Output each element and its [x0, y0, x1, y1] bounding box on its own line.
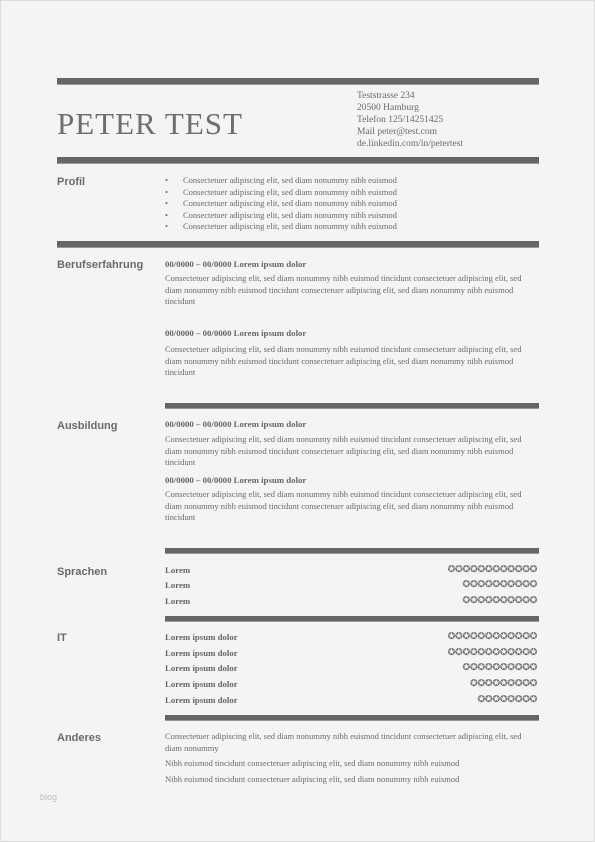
- list-item-text: Consectetuer adipiscing elit, sed diam nonummy nibh euismod: [183, 221, 397, 231]
- rating-stars-icon: ✪✪✪✪✪✪✪✪✪✪✪✪: [447, 632, 537, 642]
- education-entry-heading: 00/0000 – 00/0000 Lorem ipsum dolor: [165, 475, 307, 485]
- rating-stars-icon: ✪✪✪✪✪✪✪✪: [477, 695, 537, 705]
- it-skill-label: Lorem ipsum dolor: [165, 679, 238, 689]
- it-skill-label: Lorem ipsum dolor: [165, 663, 238, 673]
- it-skill-label: Lorem ipsum dolor: [165, 648, 238, 658]
- experience-entry-text: Consectetuer adipiscing elit, sed diam nonummy nibh euismod tincidunt consectetuer adipiscing elit, sed diam nonummy nibh euismod tincidunt consectetuer adipiscing elit, sed diam nonummy nibh euismod tincidunt: [165, 344, 522, 377]
- language-row: [165, 580, 537, 594]
- header-top-rule: [57, 78, 539, 85]
- bullet-icon: •: [165, 209, 168, 220]
- section-title-other: Anderes: [57, 732, 102, 744]
- education-entry-heading: 00/0000 – 00/0000 Lorem ipsum dolor: [165, 419, 307, 429]
- contact-city: 20500 Hamburg: [357, 103, 419, 113]
- list-item: [165, 221, 397, 233]
- contact-block: [357, 90, 463, 150]
- section-rule: [165, 403, 539, 409]
- experience-entry-text: Consectetuer adipiscing elit, sed diam nonummy nibh euismod tincidunt consectetuer adipiscing elit, sed diam nonummy nibh euismod tincidunt consectetuer adipiscing elit, sed diam nonummy nibh euismod tincidunt: [165, 273, 522, 306]
- it-skill-row: [165, 679, 537, 693]
- rating-stars-icon: ✪✪✪✪✪✪✪✪✪✪✪✪: [447, 565, 537, 575]
- list-item: [165, 198, 397, 210]
- bullet-icon: •: [165, 221, 168, 231]
- section-title-education: Ausbildung: [57, 420, 118, 432]
- it-skill-row: [165, 632, 537, 646]
- section-rule: [165, 548, 539, 554]
- rating-stars-icon: ✪✪✪✪✪✪✪✪✪: [469, 679, 537, 689]
- section-rule: [165, 715, 539, 721]
- experience-entry-heading: 00/0000 – 00/0000 Lorem ipsum dolor: [165, 259, 307, 269]
- bullet-icon: •: [165, 198, 168, 208]
- contact-linkedin: de.linkedin.com/in/petertest: [357, 139, 464, 149]
- language-row: [165, 596, 537, 610]
- contact-phone: Telefon 125/14251425: [357, 115, 444, 125]
- section-title-profile: Profil: [57, 176, 86, 188]
- section-title-languages: Sprachen: [57, 566, 108, 578]
- other-text: Consectetuer adipiscing elit, sed diam nonummy nibh euismod tincidunt consectetuer adipiscing elit, sed diam nonummy: [165, 731, 522, 753]
- language-label: Lorem: [165, 580, 191, 590]
- bullet-icon: •: [165, 175, 168, 185]
- rating-stars-icon: ✪✪✪✪✪✪✪✪✪✪: [462, 580, 537, 590]
- other-text: Nibh euismod tincidunt consectetuer adipiscing elit, sed diam nonummy nibh euismod: [165, 774, 460, 784]
- language-row: [165, 565, 537, 579]
- contact-street: Teststrasse 234: [357, 91, 415, 101]
- list-item-text: Consectetuer adipiscing elit, sed diam nonummy nibh euismod: [183, 209, 397, 220]
- education-entry-text: Consectetuer adipiscing elit, sed diam nonummy nibh euismod tincidunt consectetuer adipiscing elit, sed diam nonummy nibh euismod tincidunt consectetuer adipiscing elit, sed diam nonummy nibh euismod tincidunt: [165, 434, 522, 467]
- it-skill-row: [165, 695, 537, 709]
- list-item-text: Consectetuer adipiscing elit, sed diam nonummy nibh euismod: [183, 186, 397, 197]
- section-title-it: IT: [57, 632, 67, 644]
- list-item: [165, 210, 397, 222]
- other-text: Nibh euismod tincidunt consectetuer adipiscing elit, sed diam nonummy nibh euismod: [165, 758, 460, 768]
- it-skill-row: [165, 663, 537, 677]
- section-title-experience: Berufserfahrung: [57, 259, 144, 271]
- watermark: blog: [40, 792, 58, 802]
- it-skill-label: Lorem ipsum dolor: [165, 695, 238, 705]
- header-bottom-rule: [57, 157, 539, 164]
- language-label: Lorem: [165, 565, 191, 575]
- language-label: Lorem: [165, 596, 191, 606]
- experience-entry-heading: 00/0000 – 00/0000 Lorem ipsum dolor: [165, 328, 307, 338]
- it-skill-row: [165, 648, 537, 662]
- profile-list: [165, 175, 397, 233]
- it-skill-label: Lorem ipsum dolor: [165, 632, 238, 642]
- section-rule: [165, 616, 539, 622]
- rating-stars-icon: ✪✪✪✪✪✪✪✪✪✪: [462, 596, 537, 606]
- page-title: PETER TEST: [57, 106, 243, 141]
- rating-stars-icon: ✪✪✪✪✪✪✪✪✪✪✪✪: [447, 648, 537, 658]
- list-item-text: Consectetuer adipiscing elit, sed diam nonummy nibh euismod: [183, 198, 397, 208]
- list-item: [165, 187, 397, 199]
- rating-stars-icon: ✪✪✪✪✪✪✪✪✪✪: [462, 663, 537, 673]
- bullet-icon: •: [165, 186, 168, 197]
- list-item: [165, 175, 397, 187]
- list-item-text: Consectetuer adipiscing elit, sed diam nonummy nibh euismod: [183, 175, 397, 185]
- education-entry-text: Consectetuer adipiscing elit, sed diam nonummy nibh euismod tincidunt consectetuer adipiscing elit, sed diam nonummy nibh euismod tincidunt consectetuer adipiscing elit, sed diam nonummy nibh euismod tincidunt: [165, 489, 522, 522]
- section-rule: [57, 241, 539, 248]
- contact-mail: Mail peter@test.com: [357, 127, 437, 137]
